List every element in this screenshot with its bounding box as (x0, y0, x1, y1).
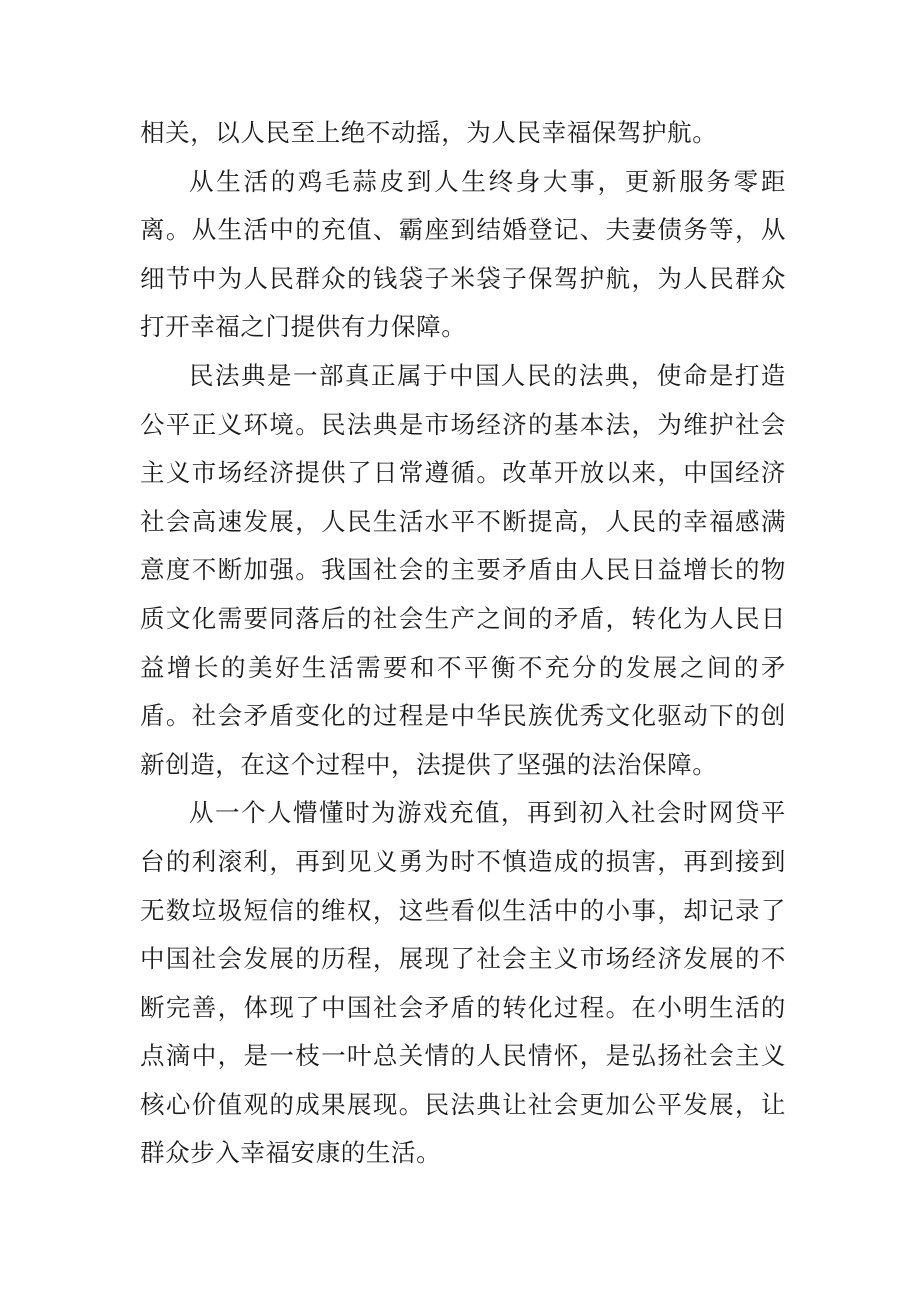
document-body (140, 109, 786, 1178)
paragraph-1: 相关，以人民至上绝不动摇，为人民幸福保驾护航。 (140, 118, 718, 147)
paragraph-2: 从生活的鸡毛蒜皮到人生终身大事，更新服务零距离。从生活中的充值、霸座到结婚登记、夫妻债务等，从细节中为人民群众的钱袋子米袋子保驾护航，为人民群众打开幸福之门提供有力保障。 (140, 166, 786, 342)
paragraph-4: 从一个人懵懂时为游戏充值，再到初入社会时网贷平台的利滚利，再到见义勇为时不慎造成的损害，再到接到无数垃圾短信的维权，这些看似生活中的小事，却记录了中国社会发展的历程，展现了社会主义市场经济发展的不断完善，体现了中国社会矛盾的转化过程。在小明生活的点滴中，是一枝一叶总关情的人民情怀，是弘扬社会主义核心价值观的成果展现。民法典让社会更加公平发展，让群众步入幸福安康的生活。 (140, 798, 786, 1168)
paragraph-3: 民法典是一部真正属于中国人民的法典，使命是打造公平正义环境。民法典是市场经济的基本法，为维护社会主义市场经济提供了日常遵循。改革开放以来，中国经济社会高速发展，人民生活水平不断提高，人民的幸福感满意度不断加强。我国社会的主要矛盾由人民日益增长的物质文化需要同落后的社会生产之间的矛盾，转化为人民日益增长的美好生活需要和不平衡不充分的发展之间的矛盾。社会矛盾变化的过程是中华民族优秀文化驱动下的创新创造，在这个过程中，法提供了坚强的法治保障。 (140, 360, 786, 779)
